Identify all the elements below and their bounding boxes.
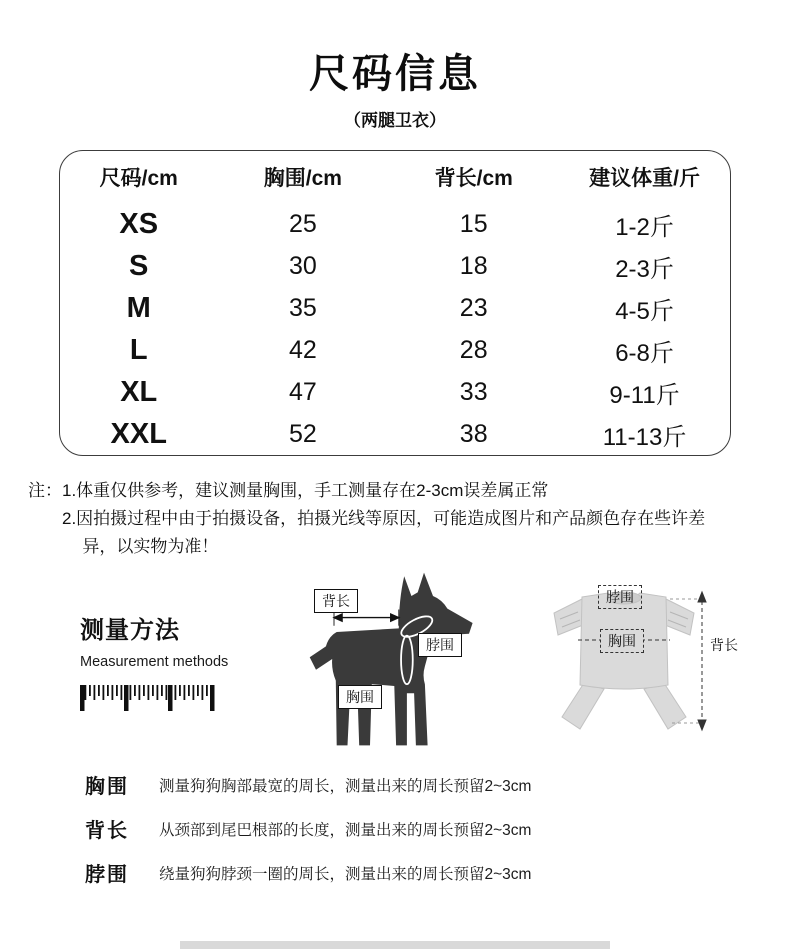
- col-header-back: 背长/cm: [434, 167, 513, 190]
- table-cell: 18: [459, 251, 488, 280]
- measurement-section: [0, 565, 790, 765]
- table-cell: XL: [120, 375, 158, 408]
- col-header-chest: 胸围/cm: [263, 167, 342, 190]
- definitions-section: [85, 770, 531, 902]
- definition-term: 脖围: [85, 864, 129, 886]
- table-cell: XXL: [110, 417, 167, 450]
- table-cell: XS: [119, 207, 159, 240]
- bottom-divider: [180, 941, 610, 949]
- table-cell: L: [129, 333, 148, 366]
- table-cell: 15: [459, 209, 488, 238]
- table-cell: 42: [288, 335, 317, 364]
- table-cell: M: [126, 291, 151, 324]
- table-cell: 33: [459, 377, 488, 406]
- definition-term: 胸围: [85, 776, 129, 798]
- garment-neck-girth-label: 脖围: [598, 585, 642, 609]
- garment-leg-right: [644, 683, 686, 729]
- table-cell: 47: [288, 377, 317, 406]
- table-cell: 23: [459, 293, 488, 322]
- dog-neck-girth-label: 脖围: [418, 633, 462, 657]
- measurement-subtitle: Measurement methods: [80, 654, 229, 670]
- table-cell: 11-13斤: [602, 423, 687, 451]
- notes-prefix: 注：: [28, 481, 62, 500]
- table-cell: 4-5斤: [615, 297, 674, 325]
- definition-desc: 绕量狗狗脖颈一圈的周长，测量出来的周长预留2~3cm: [159, 865, 532, 883]
- dog-measure-diagram: [298, 569, 478, 749]
- table-cell: 52: [288, 419, 317, 448]
- header: [0, 42, 790, 131]
- table-cell: 2-3斤: [615, 255, 674, 283]
- definition-term: 背长: [85, 820, 129, 842]
- garment-sleeve-left: [554, 599, 583, 635]
- measurement-title: 测量方法: [80, 617, 180, 644]
- note-line: 1.体重仅供参考，建议测量胸围，手工测量存在2-3cm误差属正常: [62, 481, 549, 500]
- col-header-weight: 建议体重/斤: [589, 167, 700, 190]
- page-title: 尺码信息: [309, 52, 481, 96]
- notes-section: [28, 477, 768, 561]
- garment-sleeve-right: [665, 599, 694, 635]
- table-cell: 30: [288, 251, 317, 280]
- garment-chest-girth-label: 胸围: [600, 629, 644, 653]
- tape-measure-icon: [80, 684, 215, 712]
- garment-leg-left: [562, 683, 604, 729]
- page-subtitle: （两腿卫衣）: [344, 111, 446, 130]
- size-table: [59, 150, 731, 456]
- table-cell: 1-2斤: [615, 213, 674, 241]
- table-cell: 35: [288, 293, 317, 322]
- definition-row: [85, 858, 531, 887]
- table-cell: 28: [459, 335, 488, 364]
- definition-row: [85, 814, 531, 843]
- table-cell: S: [129, 249, 149, 282]
- note-line: 2.因拍摄过程中由于拍摄设备，拍摄光线等原因，可能造成图片和产品颜色存在些许差异，以实物为准！: [62, 509, 706, 556]
- definition-desc: 从颈部到尾巴根部的长度，测量出来的周长预留2~3cm: [159, 821, 532, 839]
- notes-body: [62, 477, 724, 561]
- garment-back-length-label: 背长: [710, 637, 738, 653]
- dog-chest-girth-label: 胸围: [338, 685, 382, 709]
- table-cell: 9-11斤: [609, 381, 680, 409]
- definition-desc: 测量狗狗胸部最宽的周长，测量出来的周长预留2~3cm: [159, 777, 532, 795]
- dog-back-length-label: 背长: [314, 589, 358, 613]
- col-header-size: 尺码/cm: [99, 167, 178, 190]
- table-cell: 25: [288, 209, 317, 238]
- definition-row: [85, 770, 531, 799]
- measurement-methods-block: [80, 610, 270, 712]
- table-cell: 38: [459, 419, 488, 448]
- table-cell: 6-8斤: [615, 339, 674, 367]
- garment-measure-diagram: [520, 577, 742, 737]
